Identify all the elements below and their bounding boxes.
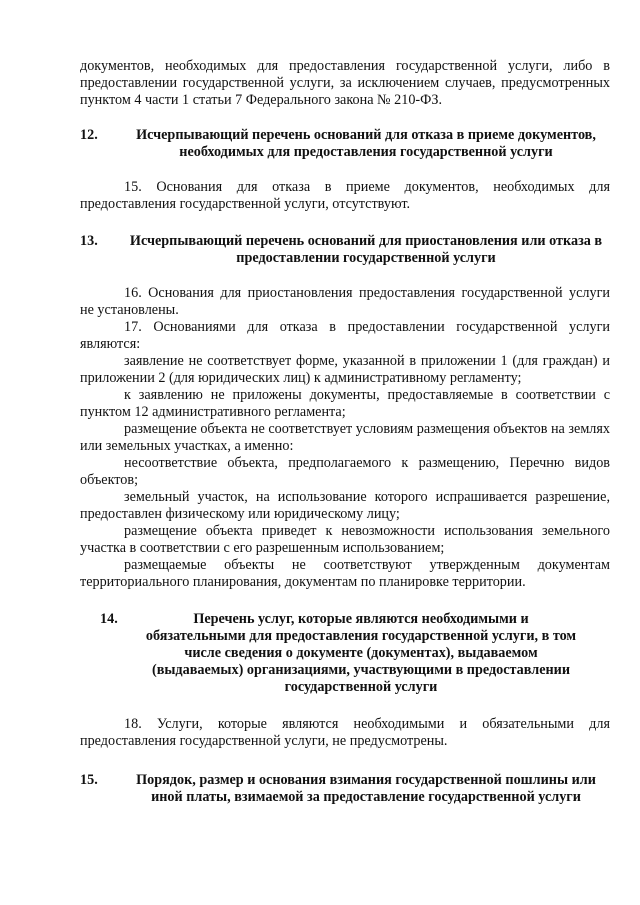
- section-12-title: Исчерпывающий перечень оснований для отказа в приеме документов, необходимых для предоставления государственной услуги: [136, 127, 596, 160]
- list-item: размещаемые объекты не соответствуют утвержденным документам территориального планирования, документам по планировке территории.: [80, 557, 610, 590]
- section-14-heading: [80, 611, 610, 696]
- section-15-number: 15.: [80, 772, 98, 788]
- list-item: размещение объекта приведет к невозможности использования земельного участка в соответствии с его разрешенным использованием;: [80, 523, 610, 556]
- paragraph-18: 18. Услуги, которые являются необходимыми и обязательными для предоставления государственной услуги, не предусмотрены.: [80, 716, 610, 749]
- section-15-heading: [80, 772, 610, 806]
- paragraph-16: 16. Основания для приостановления предоставления государственной услуги не установлены.: [80, 285, 610, 318]
- list-item: земельный участок, на использование которого испрашивается разрешение, предоставлен физическому или юридическому лицу;: [80, 489, 610, 522]
- section-15-title: Порядок, размер и основания взимания государственной пошлины или иной платы, взимаемой за предоставление государственной услуги: [136, 772, 596, 805]
- list-item: размещение объекта не соответствует условиям размещения объектов на землях или земельных участках, а именно:: [80, 421, 610, 454]
- section-13-heading: [80, 233, 610, 267]
- intro-paragraph: документов, необходимых для предоставления государственной услуги, либо в предоставлении государственной услуги, за исключением случаев, предусмотренных пунктом 4 части 1 статьи 7 Федерального закона № 210-ФЗ.: [80, 58, 610, 108]
- section-14-title: Перечень услуг, которые являются необходимыми и обязательными для предоставления государственной услуги, в том числе сведения о документе (документах), выдаваемом (выдаваемых) организациями, участвующими в предоставлении государственной услуги: [145, 611, 577, 695]
- list-item: несоответствие объекта, предполагаемого к размещению, Перечню видов объектов;: [80, 455, 610, 488]
- list-item: заявление не соответствует форме, указанной в приложении 1 (для граждан) и приложении 2 (для юридических лиц) к административному регламенту;: [80, 353, 610, 386]
- section-12-number: 12.: [80, 127, 98, 143]
- paragraph-17: 17. Основаниями для отказа в предоставлении государственной услуги являются:: [80, 319, 610, 352]
- paragraph-15: 15. Основания для отказа в приеме документов, необходимых для предоставления государственной услуги, отсутствуют.: [80, 179, 610, 212]
- section-12-heading: [80, 127, 610, 161]
- section-14-number: 14.: [100, 611, 118, 627]
- section-13-number: 13.: [80, 233, 98, 249]
- list-item: к заявлению не приложены документы, предоставляемые в соответствии с пунктом 12 административного регламента;: [80, 387, 610, 420]
- section-13-title: Исчерпывающий перечень оснований для приостановления или отказа в предоставлении государственной услуги: [129, 233, 603, 266]
